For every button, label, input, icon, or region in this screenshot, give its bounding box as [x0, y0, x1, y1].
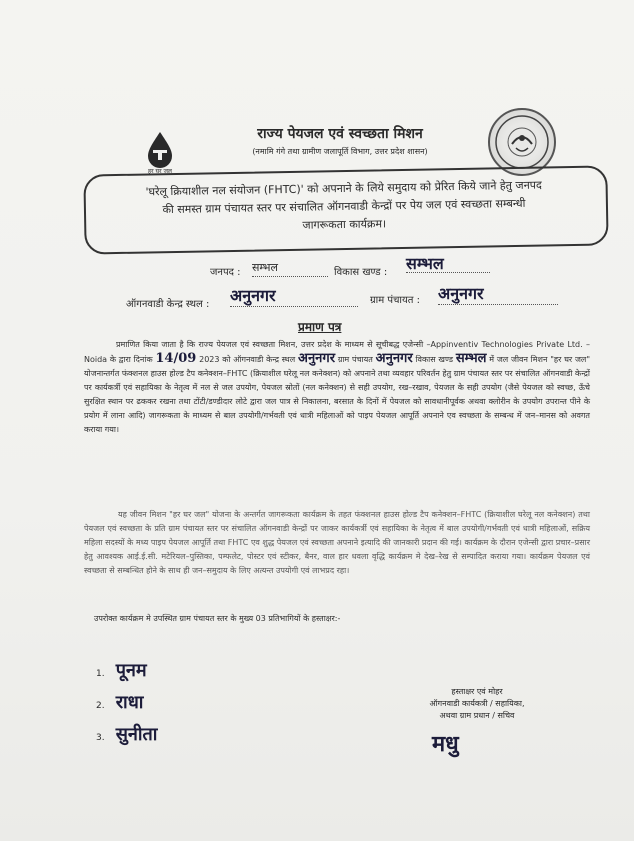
participant-row: [96, 690, 143, 714]
organization-subtitle: (नमामि गंगे तथा ग्रामीण जलापूर्ति विभाग, उत्तर प्रदेश शासन): [252, 147, 428, 156]
participant-number: 1.: [96, 669, 105, 679]
participant-signature: पूनम: [115, 660, 147, 681]
participant-signature: राधा: [115, 692, 144, 713]
signatory-line-1: हस्ताक्षर एवं मोहर: [451, 687, 503, 696]
center-value: अनुनगर: [230, 284, 358, 307]
block-handwritten: सम्भल: [455, 351, 487, 366]
signatory-signature: मधु: [432, 731, 459, 757]
program-line-3: जागरूकता कार्यक्रम।: [302, 217, 387, 232]
program-title-text: [96, 176, 593, 239]
participant-row: [96, 658, 147, 682]
participant-row: [96, 722, 157, 746]
program-line-1: 'घरेलू क्रियाशील नल संयोजन (FHTC)' को अपनाने के लिये समुदाय को प्रेरित किये जाने हेतु जनपद: [145, 178, 542, 199]
date-handwritten: 14/09: [155, 351, 197, 366]
water-drop-logo-icon: [140, 128, 180, 168]
panchayat-value: अनुनगर: [438, 282, 558, 305]
participant-number: 2.: [96, 701, 105, 711]
signatory-line-3: अथवा ग्राम प्रधान / सचिव: [439, 711, 515, 720]
para1-part-c: को ऑगनवाडी केन्द्र स्थल: [222, 355, 296, 364]
district-label: जनपद :: [210, 267, 241, 278]
signatory-block: [392, 686, 562, 722]
center-label: ऑगनवाडी केन्द्र स्थल :: [126, 299, 210, 310]
logo-caption: हर घर जल: [148, 168, 172, 175]
organization-title: राज्य पेयजल एवं स्वच्छता मिशन: [257, 126, 423, 142]
certificate-paragraph-2: यह जीवन मिशन "हर घर जल" योजना के अन्तर्गत जागरूकता कार्यक्रम के तहत फंक्शनल हाउस होल्ड टैप कनेक्शन–FHTC (क्रियाशील घरेलू नल कनेक्शन) तथा पेयजल एवं स्वच्छता के प्रति ग्राम पंचायत स्तर पर संचालित ऑगनवाडी केन्द्रों पर जाकर कार्यकर्त्री एवं सहायिका के नेतृत्व में बाल उपयोगी/गर्भवती एवं धात्री महिलाओं, सक्रिय महिला सदस्यों के मध्य पाइप पेयजल आपूर्ति तथा FHTC एव शुद्ध पेयजल एवं स्वच्छता अपनाने इत्यादि की जानकारी प्रदान की गई। कार्यक्रम के दौरान एजेन्सी द्वारा प्रचार–प्रसार हेतु आवश्यक आई.ई.सी. मटेरियल–पुस्तिका, पम्फलेट, पोस्टर एवं स्टीकर, बैनर, वाल हार धवला वृद्धि कार्यक्रम मे देख–रेख से सम्पादित कराया गया। कार्यक्रम पेयजल एवं स्वच्छता से सम्बन्धित होने के साथ ही जन–समुदाय के लिए अत्यन्त उपयोगी एवं लाभप्रद रहा।: [84, 510, 590, 575]
block-word: विकास खण्ड: [415, 355, 454, 364]
participant-signature: सुनीता: [115, 724, 158, 745]
participant-number: 3.: [96, 733, 105, 743]
district-value: सम्भल: [252, 260, 328, 277]
para1-part-b: Technologies Private Ltd. – Noida के द्वारा दिनांक: [84, 340, 591, 364]
block-label: विकास खण्ड :: [334, 267, 388, 278]
panchayat-label: ग्राम पंचायत :: [370, 295, 421, 306]
certificate-title: प्रमाण पत्र: [298, 320, 342, 334]
signatory-line-2: ऑगनवाडी कार्यकत्री / सहायिका,: [429, 699, 525, 708]
program-line-2: की समस्त ग्राम पंचायत स्तर पर संचालित ऑगनवाडी केन्द्रों पर पेय जल एवं स्वच्छता सम्बन्धी: [162, 196, 526, 217]
para1-part-a: प्रमाणित किया जाता है कि राज्य पेयजल एवं स्वच्छता मिशन, उत्तर प्रदेश के माध्यम से सूचीबद्ध एजेन्सी –Appinventiv: [116, 340, 479, 349]
para1-part-e: में जल जीवन मिशन "हर घर जल" योजनान्तर्गत फंक्शनल हाउस होल्ड टैप कनेक्शन–FHTC (क्रियाशील घरेलू नल कनेक्शन) को अपनाने तथा व्यवहार परिवर्तन हेतु ग्राम पंचायत स्तर पर संचालित ऑगनवाडी केन्द्रों पर कार्यकर्त्री एवं सहायिका के नेतृत्व में नल से जल उपयोग, पेयजल स्रोतों (नल कनेक्शन) से सही उपयोग, रख–रखाव, पेयजल के सही उपयोग (जैसे पेयजल को स्वच्छ, ऊँचे सुरक्षित स्थान पर ढककर रखना तथा टोंटी/डण्डीदार लोटे द्वारा जल पात्र से निकालना, बरसात के दिनों में पेयजल को सावधानीपूर्वक अथवा क्लोरीन के उपयोग उपरान्त पीने के प्रयोग में लाना आदि) जागरूकता के माध्यम से बाल उपयोगी/गर्भवती एवं धात्री महिलाओं को पाइप पेयजल आपूर्ति अपनाने एव स्वच्छता के सम्बन्ध में जन–मानस को अवगत कराया गया।: [84, 355, 591, 434]
center-handwritten: अनुनगर: [298, 351, 336, 366]
block-value: सम्भल: [406, 252, 490, 273]
para1-part-d: ग्राम पंचायत: [337, 355, 373, 364]
certificate-paragraph-1: [84, 338, 590, 437]
participants-intro: उपरोक्त कार्यक्रम मे उपस्थित ग्राम पंचायत स्तर के मुख्य 03 प्रतिभागियों के हस्ताक्षर:-: [94, 614, 341, 623]
panchayat-handwritten: अनुनगर: [375, 351, 413, 366]
year-text: 2023: [199, 355, 220, 364]
